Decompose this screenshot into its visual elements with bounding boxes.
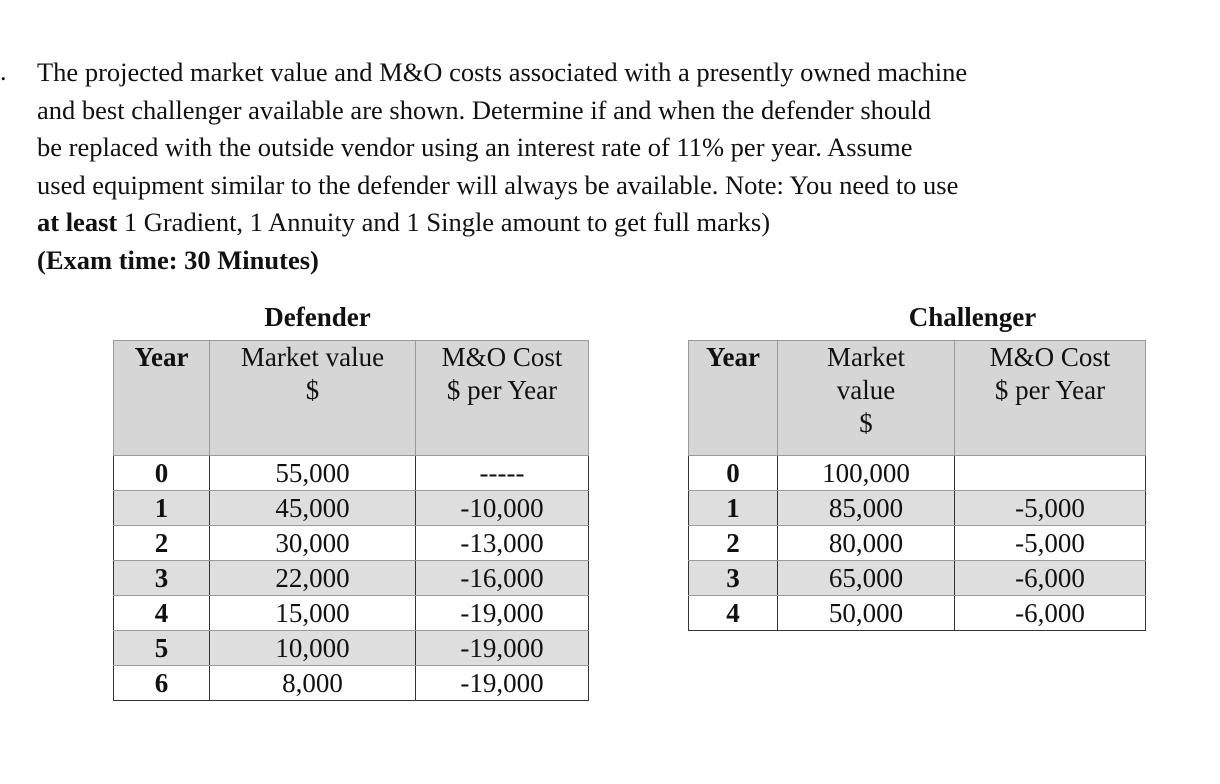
question-line-3: be replaced with the outside vendor using an interest rate of 11% per year. Assume xyxy=(37,132,913,162)
question-line-5-rest: 1 Gradient, 1 Annuity and 1 Single amount to get full marks) xyxy=(117,207,771,237)
table-row xyxy=(114,596,589,631)
mo-cost-cell: -19,000 xyxy=(416,596,589,631)
year-cell: 3 xyxy=(689,561,778,596)
defender-market-value-label: Market value xyxy=(240,342,385,372)
market-value-cell: 50,000 xyxy=(778,596,955,631)
challenger-table-body xyxy=(689,456,1146,631)
table-row xyxy=(114,561,589,596)
year-cell: 1 xyxy=(689,491,778,526)
challenger-mo-cost-header xyxy=(955,341,1146,456)
market-value-cell: 85,000 xyxy=(778,491,955,526)
defender-table xyxy=(113,340,589,701)
mo-cost-cell: -16,000 xyxy=(416,561,589,596)
challenger-market-label-line1: Market xyxy=(827,342,905,372)
challenger-market-value-header xyxy=(778,341,955,456)
challenger-caption: Challenger xyxy=(908,302,1037,332)
market-value-cell: 15,000 xyxy=(210,596,416,631)
year-cell: 2 xyxy=(689,526,778,561)
challenger-year-header: Year xyxy=(689,341,778,456)
emphasis-at-least: at least xyxy=(37,207,118,237)
defender-table-body xyxy=(114,456,589,701)
year-cell: 4 xyxy=(114,596,210,631)
mo-cost-cell: -10,000 xyxy=(416,491,589,526)
mo-cost-cell: -19,000 xyxy=(416,666,589,701)
exam-time: (Exam time: 30 Minutes) xyxy=(37,244,319,275)
mo-cost-cell: -5,000 xyxy=(955,491,1146,526)
table-row xyxy=(689,561,1146,596)
table-row xyxy=(689,596,1146,631)
mo-cost-cell: ----- xyxy=(416,456,589,491)
market-value-cell: 45,000 xyxy=(210,491,416,526)
market-value-cell: 65,000 xyxy=(778,561,955,596)
question-line-5 xyxy=(37,204,1157,242)
mo-cost-cell: -6,000 xyxy=(955,561,1146,596)
mo-cost-cell: -5,000 xyxy=(955,526,1146,561)
table-row xyxy=(689,526,1146,561)
year-cell: 1 xyxy=(114,491,210,526)
mo-cost-cell xyxy=(955,456,1146,491)
table-row xyxy=(689,491,1146,526)
question-line-1: The projected market value and M&O costs associated with a presently owned machine xyxy=(37,57,968,87)
question-line-2: and best challenger available are shown. Determine if and when the defender should xyxy=(37,94,932,125)
year-cell: 0 xyxy=(114,456,210,491)
market-value-cell: 80,000 xyxy=(778,526,955,561)
table-row xyxy=(114,456,589,491)
challenger-mo-cost-label: M&O Cost xyxy=(989,342,1111,372)
defender-mo-cost-label: M&O Cost xyxy=(441,342,563,372)
defender-header-row xyxy=(114,341,589,456)
mo-cost-cell: -13,000 xyxy=(416,526,589,561)
year-cell: 5 xyxy=(114,631,210,666)
challenger-market-label-line2: value xyxy=(836,375,896,405)
year-cell: 6 xyxy=(114,666,210,701)
defender-market-value-header xyxy=(210,341,416,456)
defender-caption: Defender xyxy=(264,302,371,332)
year-cell: 4 xyxy=(689,596,778,631)
defender-mo-cost-header xyxy=(416,341,589,456)
defender-market-value-unit: $ xyxy=(305,375,320,405)
market-value-cell: 55,000 xyxy=(210,456,416,491)
market-value-cell: 22,000 xyxy=(210,561,416,596)
challenger-market-unit: $ xyxy=(859,408,873,438)
mo-cost-cell: -6,000 xyxy=(955,596,1146,631)
question-number: . xyxy=(0,57,7,86)
market-value-cell: 30,000 xyxy=(210,526,416,561)
table-row xyxy=(114,631,589,666)
question-line-4: used equipment similar to the defender will always be available. Note: You need to use xyxy=(37,169,959,200)
market-value-cell: 100,000 xyxy=(778,456,955,491)
table-row xyxy=(114,526,589,561)
market-value-cell: 8,000 xyxy=(210,666,416,701)
table-row xyxy=(114,666,589,701)
challenger-table xyxy=(688,340,1146,631)
challenger-mo-cost-unit: $ per Year xyxy=(994,375,1106,405)
mo-cost-cell: -19,000 xyxy=(416,631,589,666)
year-cell: 3 xyxy=(114,561,210,596)
challenger-header-row xyxy=(689,341,1146,456)
year-cell: 2 xyxy=(114,526,210,561)
question-text xyxy=(37,54,1157,279)
table-row xyxy=(114,491,589,526)
defender-year-header: Year xyxy=(114,341,210,456)
market-value-cell: 10,000 xyxy=(210,631,416,666)
year-cell: 0 xyxy=(689,456,778,491)
table-row xyxy=(689,456,1146,491)
defender-mo-cost-unit: $ per Year xyxy=(446,375,558,405)
